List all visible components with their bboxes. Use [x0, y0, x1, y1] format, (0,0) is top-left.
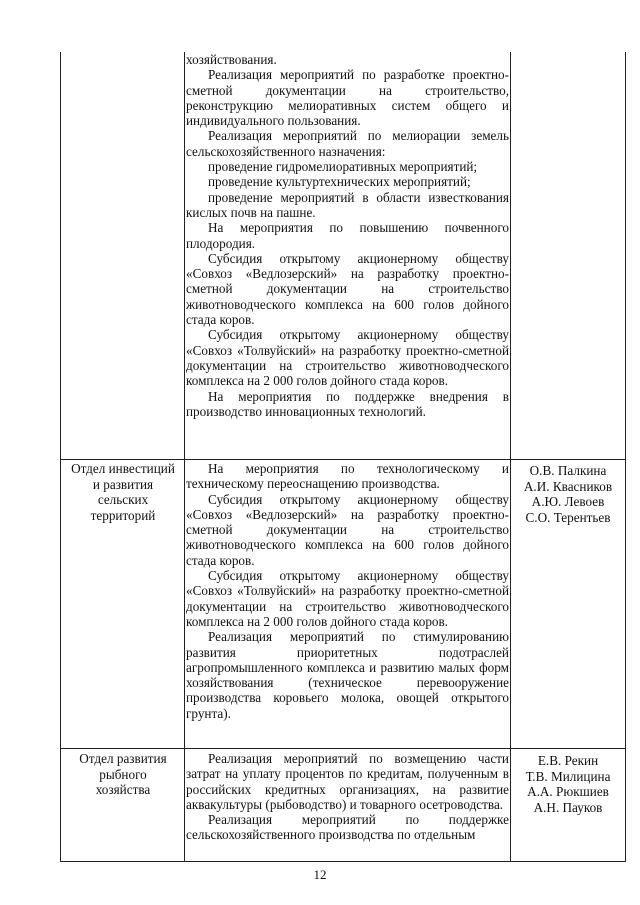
row2-responsible-cell	[512, 463, 624, 525]
department-line: и развития	[92, 476, 154, 492]
measure-paragraph: Реализация мероприятий по возмещению части затрат на уплату процентов по кредитам, полученным в российских кредитных организациях, на развитие аквакультуры (рыбоводство) и товарного осетроводства.	[186, 751, 509, 812]
department-line: территорий	[90, 507, 156, 523]
table-border-col2	[510, 52, 511, 862]
responsible-name: С.О. Терентьев	[525, 509, 611, 525]
measure-subitem: проведение культуртехнических мероприятий;	[208, 174, 471, 190]
measure-paragraph: На мероприятия по повышению почвенного плодородия.	[186, 220, 509, 251]
responsible-name: А.Ю. Левоев	[531, 494, 605, 509]
row-divider-2	[60, 748, 626, 749]
row-divider-1	[60, 459, 626, 460]
row3-measures-cell	[186, 751, 509, 843]
table-border-left	[60, 52, 61, 862]
department-line: хозяйства	[95, 782, 151, 797]
row1-measures-cell	[186, 52, 509, 419]
row2-department-cell	[62, 461, 184, 523]
measure-paragraph: Субсидия открытому акционерному обществу «Совхоз «Ведлозерский» на разработку проектно-сметной документации на строительство животноводческого комплекса на 600 голов дойного стада коров.	[186, 491, 509, 568]
measure-paragraph: На мероприятия по поддержке внедрения в производство инновационных технологий.	[186, 388, 509, 419]
department-line: Отдел инвестиций	[71, 461, 175, 476]
responsible-name: О.В. Палкина	[529, 463, 607, 478]
measure-paragraph: Реализация мероприятий по мелиорации земель сельскохозяйственного назначения:	[186, 128, 509, 159]
department-line: сельских	[97, 492, 149, 507]
row3-department-cell	[62, 751, 184, 798]
measure-paragraph: Субсидия открытому акционерному обществу «Совхоз «Ведлозерский» на разработку проектно-сметной документации на строительство животноводческого комплекса на 600 голов дойного стада коров.	[186, 250, 509, 328]
measure-subitem: проведение гидромелиоративных мероприятий;	[208, 159, 478, 175]
responsible-name: Е.В. Рекин	[537, 753, 599, 768]
measure-paragraph: хозяйствования.	[186, 52, 277, 67]
responsible-name: А.Н. Пауков	[533, 799, 603, 815]
measure-paragraph: На мероприятия по технологическому и техническому переоснащению производства.	[186, 461, 509, 492]
measure-paragraph: Субсидия открытому акционерному обществу «Совхоз «Толвуйский» на разработку проектно-сметной документации на строительство животноводческого комплекса на 2 000 голов дойного стада коров.	[186, 327, 509, 389]
table-border-bottom	[60, 861, 626, 862]
responsible-name: Т.В. Милицина	[525, 768, 611, 784]
measure-paragraph: Реализация мероприятий по стимулированию развития приоритетных подотраслей агропромышленного комплекса и развитию малых форм хозяйствования (техническое перевооружение производства коровьего молока, овощей открытого грунта).	[186, 629, 509, 721]
table-border-right	[625, 52, 626, 862]
row3-responsible-cell	[512, 753, 624, 815]
responsible-name: А.И. Квасников	[523, 478, 613, 494]
department-line: рыбного	[99, 766, 147, 782]
table-border-col1	[184, 52, 185, 862]
page-number: 12	[313, 867, 327, 882]
department-line: Отдел развития	[79, 751, 167, 766]
measure-subitem: проведение мероприятий в области известкования кислых почв на пашне.	[186, 189, 509, 220]
row2-measures-cell	[186, 461, 509, 721]
measure-paragraph: Субсидия открытому акционерному обществу «Совхоз «Толвуйский» на разработку проектно-сметной документации на строительство животноводческого комплекса на 2 000 голов дойного стада коров.	[186, 568, 509, 629]
measure-paragraph: Реализация мероприятий по поддержке сельскохозяйственного производства по отдельным	[186, 812, 509, 843]
measure-paragraph: Реализация мероприятий по разработке проектно-сметной документации на строительство, реконструкцию мелиоративных систем общего и индивидуального пользования.	[186, 67, 509, 129]
responsible-name: А.А. Рюкшиев	[527, 784, 609, 799]
